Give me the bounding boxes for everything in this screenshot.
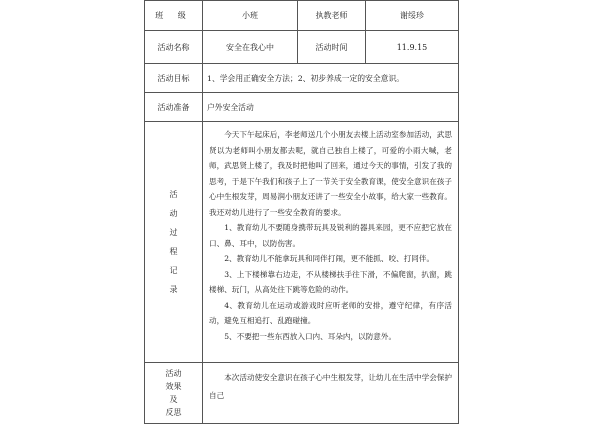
activity-row: [145, 31, 459, 64]
record-paragraph: 2、教育幼儿不能拿玩具和同伴打闹，更不能抓、咬、打同伴。: [224, 254, 435, 263]
effect-label-part: 效果: [165, 382, 182, 391]
effect-label: [145, 363, 203, 424]
effect-label-part: 反思: [165, 408, 182, 417]
class-label: 班 级: [145, 1, 203, 31]
process-label-char: 程: [169, 247, 178, 256]
activity-time-label: 活动时间: [298, 31, 366, 64]
process-label-char: 录: [169, 285, 178, 294]
activity-name-label: 活动名称: [145, 31, 203, 64]
process-label-char: 动: [169, 209, 178, 218]
class-value: 小班: [203, 1, 298, 31]
effect-label-part: 及: [169, 395, 178, 404]
effect-paragraph: 本次活动使安全意识在孩子心中生根发芽，让幼儿在生活中学会保护自己: [209, 373, 452, 400]
effect-text: [203, 363, 459, 424]
prep-text: 户外安全活动: [203, 93, 459, 122]
process-record: [203, 122, 459, 363]
process-row: [145, 122, 459, 363]
process-label-char: 记: [169, 266, 178, 275]
prep-row: [145, 93, 459, 122]
goal-label: 活动目标: [145, 64, 203, 93]
goal-row: [145, 64, 459, 93]
activity-time-value: 11.9.15: [366, 31, 459, 64]
record-paragraph: 3、上下楼梯靠右边走，不从楼梯扶手往下滑，不偏爬窗，扒窗，跳楼梯、玩门，从高处往下跳等危险的动作。: [209, 269, 452, 294]
process-label-char: 活: [169, 190, 178, 199]
process-label-char: 过: [169, 228, 178, 237]
activity-name-value: 安全在我心中: [203, 31, 298, 64]
effect-row: [145, 363, 459, 424]
record-paragraph: 1、教育幼儿不要随身携带玩具及锐利的器具来园，更不应把它放在口、鼻、耳中，以防伤害。: [209, 223, 452, 248]
teacher-label: 执教老师: [298, 1, 366, 31]
goal-text: 1、学会用正确安全方法；2、初步养成一定的安全意识。: [203, 64, 459, 93]
process-label: [145, 122, 203, 363]
record-paragraph: 5、不要把一些东西放入口内、耳朵内，以防意外。: [224, 331, 397, 341]
prep-label: 活动准备: [145, 93, 203, 122]
effect-label-part: 活动: [165, 369, 182, 378]
teacher-value: 谢绥珍: [366, 1, 459, 31]
lesson-record-table: [144, 0, 459, 424]
record-paragraph: 今天下午起床后，李老师送几个小朋友去楼上活动室参加活动，武思贤以为老师叫小朋友都去呢，就自己独自上楼了，可爱的小雨大喊，老师，武思贤上楼了，我及时把他叫了回来，通过今天的事情，引发了我的思考，于是下午我们和孩子上了一节关于安全教育课，使安全意识在孩子心中生根发芽，周易润小朋友还讲了一些安全小故事，给大家一些教育。我还对幼儿进行了一些安全教育的要求。: [209, 130, 452, 217]
header-row: [145, 1, 459, 31]
record-paragraph: 4、教育幼儿在运动或游戏时应听老师的安排，遵守纪律，有序活动，避免互相追打、乱跑碰撞。: [209, 300, 452, 325]
